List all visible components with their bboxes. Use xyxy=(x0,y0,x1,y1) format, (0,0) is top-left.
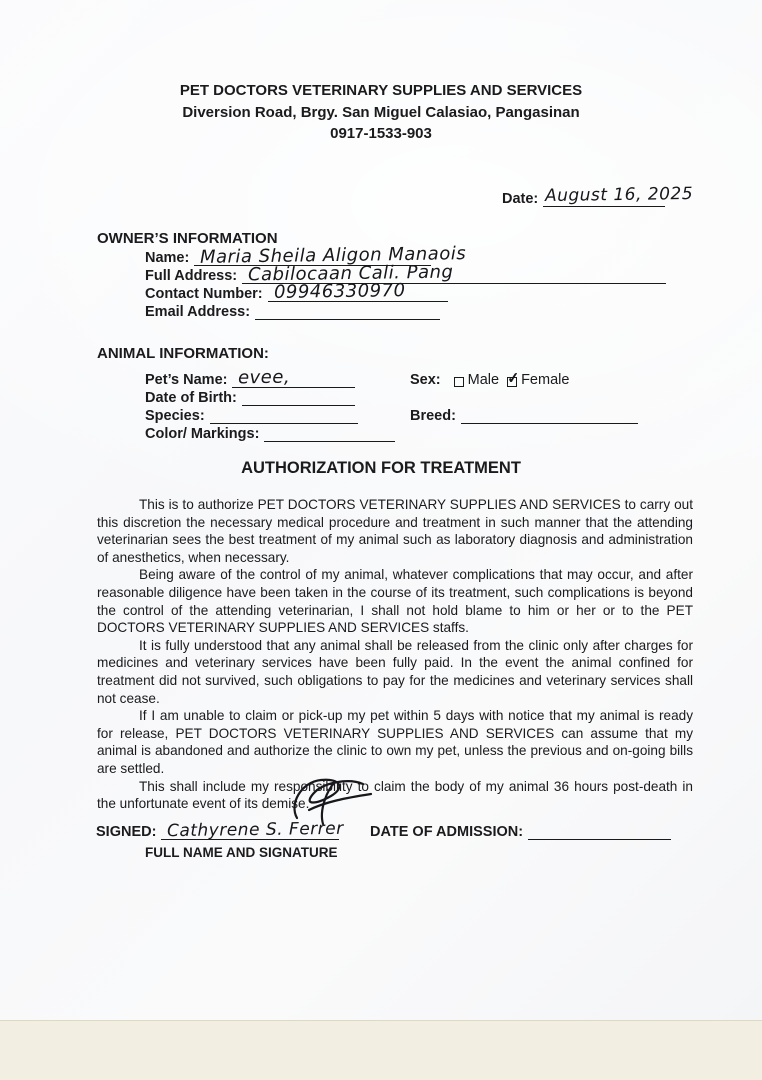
admission-line xyxy=(528,824,671,840)
authorization-title: AUTHORIZATION FOR TREATMENT xyxy=(241,459,521,477)
breed-label: Breed: xyxy=(410,408,456,424)
authorization-paragraph-4: If I am unable to claim or pick-up my pet within 5 days with notice that my animal is ready for release, PET DOCTORS VETERINARY SUPPLIES AND SERVICES can assume that my animal is abandoned and authorize the clinic to own my pet, unless the previous and on-going bills are settled. xyxy=(97,708,693,776)
admission-label: DATE OF ADMISSION: xyxy=(370,824,524,840)
clinic-address: Diversion Road, Brgy. San Miguel Calasiao, Pangasinan xyxy=(182,103,580,121)
admission-row xyxy=(370,824,671,840)
clinic-name: PET DOCTORS VETERINARY SUPPLIES AND SERVICES xyxy=(179,82,583,99)
breed-row xyxy=(410,408,638,424)
date-line xyxy=(543,183,694,207)
animal-section-title: ANIMAL INFORMATION: xyxy=(97,345,269,362)
owner-email-line xyxy=(255,304,440,320)
dob-label: Date of Birth: xyxy=(145,390,237,406)
date-row xyxy=(502,183,694,207)
female-label: Female xyxy=(521,372,570,388)
letterhead xyxy=(0,80,762,145)
pet-name-line xyxy=(232,366,355,389)
date-handwriting: August 16, 2025 xyxy=(545,183,694,207)
signed-label: SIGNED: xyxy=(96,824,157,840)
authorization-paragraph-2: Being aware of the control of my animal, whatever complications that may occur, and after reasonable diligence have been taken in the course of its treatment, such complications is beyond the control of the attending veterinarian, I shall not hold blame to him or her or to the PET DOCTORS VETERINARY SUPPLIES AND SERVICES staffs. xyxy=(97,567,693,636)
male-label: Male xyxy=(467,372,500,388)
pet-name-label: Pet’s Name: xyxy=(145,372,228,388)
sex-label: Sex: xyxy=(410,372,441,388)
signature-caption: FULL NAME AND SIGNATURE xyxy=(145,845,338,860)
color-markings-label: Color/ Markings: xyxy=(145,426,260,442)
pet-name-row xyxy=(145,366,355,389)
authorization-paragraph-3: It is fully understood that any animal shall be released from the clinic only after charges for medicines and veterinary services have been fully paid. In the event the animal confined for treatment did not survived, such obligations to pay for the medicines and veterinary services shall not cease. xyxy=(97,637,693,706)
owner-section-title: OWNER’S INFORMATION xyxy=(97,230,278,247)
breed-line xyxy=(461,408,638,424)
owner-email-row xyxy=(145,304,440,320)
authorization-paragraph-1: This is to authorize PET DOCTORS VETERINARY SUPPLIES AND SERVICES to carry out this discretion the necessary medical procedure and treatment in such manner that the attending veterinarian sees the best treatment of my animal such as laboratory diagnosis and administration of anesthetics, when necessary. xyxy=(97,497,693,565)
owner-name-label: Name: xyxy=(145,250,190,266)
owner-contact-label: Contact Number: xyxy=(145,286,263,302)
owner-contact-handwriting: 09946330970 xyxy=(273,280,406,303)
pet-name-handwriting: evee, xyxy=(238,366,291,389)
owner-email-label: Email Address: xyxy=(145,304,251,320)
owner-contact-line xyxy=(268,280,448,303)
owner-name-handwriting: Maria Sheila Aligon Manaois xyxy=(200,243,467,268)
color-markings-row xyxy=(145,426,395,442)
species-label: Species: xyxy=(145,408,205,424)
date-label: Date: xyxy=(502,191,539,207)
sex-row xyxy=(410,369,570,388)
authorization-body xyxy=(97,496,693,813)
species-row xyxy=(145,408,358,424)
male-checkbox xyxy=(454,377,464,387)
color-markings-line xyxy=(264,426,395,442)
signed-line xyxy=(161,818,345,842)
scanner-bed-strip xyxy=(0,1021,762,1080)
female-checkbox xyxy=(506,369,521,388)
owner-address-handwriting: Cabilocaan Cali. Pang xyxy=(247,261,454,286)
authorization-paragraph-5: This shall include my responsibility to claim the body of my animal 36 hours post-death in the unfortunate event of its demise. xyxy=(97,778,693,812)
species-line xyxy=(210,408,358,424)
owner-address-label: Full Address: xyxy=(145,268,238,284)
owner-address-row xyxy=(145,261,666,286)
dob-line xyxy=(242,390,355,406)
owner-contact-row xyxy=(145,280,448,303)
signed-handwriting: Cathyrene S. Ferrer xyxy=(167,818,345,842)
clinic-phone: 0917-1533-903 xyxy=(330,125,432,142)
dob-row xyxy=(145,390,355,406)
signed-row xyxy=(96,818,345,842)
female-check-icon: ✓ xyxy=(506,369,521,388)
